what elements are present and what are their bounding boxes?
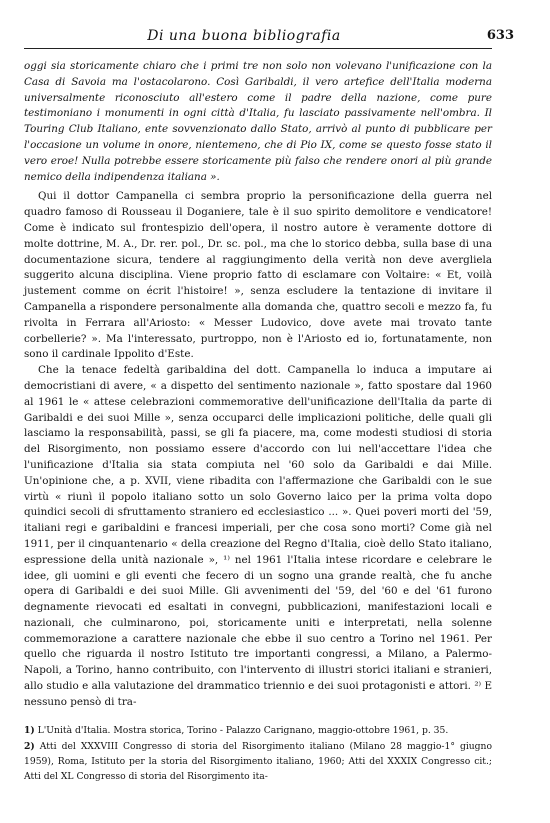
footnote-2-mark: 2) [24,740,35,752]
footnote-2-text: Atti del XXXVIII Congresso di storia del Risorgimento italiano (Milano 28 maggio-1° giugno 1959), Roma, Istituto per la storia del Risorgimento italiano, 1960; Atti del XXXIX Congresso cit.; Atti del XL Congresso di storia del Risorgimento ita- [24,740,493,782]
footnotes [24,723,492,784]
body-text [24,59,492,711]
header-rule [24,48,492,49]
book-page [24,28,514,785]
page-number: 633 [486,28,514,43]
footnote-2 [24,739,492,784]
paragraph-1: Qui il dottor Campanella ci sembra proprio la personificazione della guerra nel quadro famoso di Rousseau il Doganiere, tale è il suo spirito demolitore e vendicatore! Come è indicato sul frontespizio dell'opera, il nostro autore è veramente dottore di molte dottrine, M. A., Dr. rer. pol., Dr. sc. pol., ma che lo storico debba, sulla base di una documentazione sicura, tendere al raggiungimento della verità non deve avergliela suggerito alcuna disciplina. Viene proprio fatto di esclamare con Voltaire: « Et, voilà justement comme on écrit l'histoire! », senza escludere la tentazione di invitare il Campanella a rispondere personalmente alla domanda che, quattro secoli e mezzo fa, fu rivolta in Ferrara all'Ariosto: « Messer Ludovico, dove avete mai trovato tante corbellerie? ». Ma l'interessato, purtroppo, non è l'Ariosto ed io, fortunatamente, non sono il cardinale Ippolito d'Este. [24,190,492,361]
page-header [24,28,514,46]
footnote-1-text: L'Unità d'Italia. Mostra storica, Torino - Palazzo Carignano, maggio-ottobre 1961, p. 35. [37,724,449,736]
quoted-passage: oggi sia storicamente chiaro che i primi tre non solo non volevano l'unificazione con la Casa di Savoia ma l'ostacolarono. Così Garibaldi, il vero artefice dell'Italia moderna universalmente riconosciuto all'estero come il padre della nazione, come pure testimoniano i monumenti in ogni città d'Italia, fu lasciato passivamente nell'ombra. Il Touring Club Italiano, ente sovvenzionato dallo Stato, arrivò al punto di pubblicare per l'occasione un volume in onore, nientemeno, che di Pio IX, come se questo fosse stato il vero eroe! Nulla potrebbe essere storicamente più falso che rendere onori al più grande nemico della indipendenza italiana ». [24,60,492,183]
footnote-1 [24,723,492,738]
paragraph-2: Che la tenace fedeltà garibaldina del dott. Campanella lo induca a imputare ai democristiani di avere, « a dispetto del sentimento nazionale », fatto spostare dal 1960 al 1961 le « attese celebrazioni commemorative dell'unificazione dell'Italia da parte di Garibaldi e dei suoi Mille », senza occuparci delle implicazioni politiche, delle quali gli lasciamo la responsabilità, passi, se gli fa piacere, ma, come modesti studiosi di storia del Risorgimento, non possiamo essere d'accordo con lui nell'accettare l'idea che l'unificazione d'Italia sia stata compiuta nel '60 solo da Garibaldi e dai Mille. Un'opinione che, a p. XVII, viene ribadita con l'affermazione che Garibaldi con le sue virtù « riunì il popolo italiano sotto un solo Governo laico per la prima volta dopo quindici secoli di sfruttamento straniero ed ecclesiastico ... ». Quei poveri morti del '59, italiani regi e garibaldini e francesi imperiali, per che cosa sono morti? Come già nel 1911, per il cinquantenario « della creazione del Regno d'Italia, cioè dello Stato italiano, espressione della unità nazionale », ¹⁾ nel 1961 l'Italia intese ricordare e celebrare le idee, gli uomini e gli eventi che fecero di un sogno una grande realtà, che fu anche opera di Garibaldi e dei suoi Mille. Gli avvenimenti del '59, del '60 e del '61 furono degnamente rievocati ed esaltati in convegni, pubblicazioni, manifestazioni locali e nazionali, che culminarono, poi, storicamente uniti e interpretati, nella solenne commemorazione a carattere nazionale che ebbe il suo centro a Torino nel 1961. Per quello che riguarda il nostro Istituto tre importanti congressi, a Milano, a Palermo-Napoli, a Torino, hanno contribuito, con l'intervento di illustri storici italiani e stranieri, allo studio e alla valutazione del drammatico triennio e dei suoi protagonisti e attori. ²⁾ E nessuno pensò di tra- [24,364,492,708]
footnote-1-mark: 1) [24,724,35,736]
running-head: Di una buona bibliografia [147,28,341,44]
